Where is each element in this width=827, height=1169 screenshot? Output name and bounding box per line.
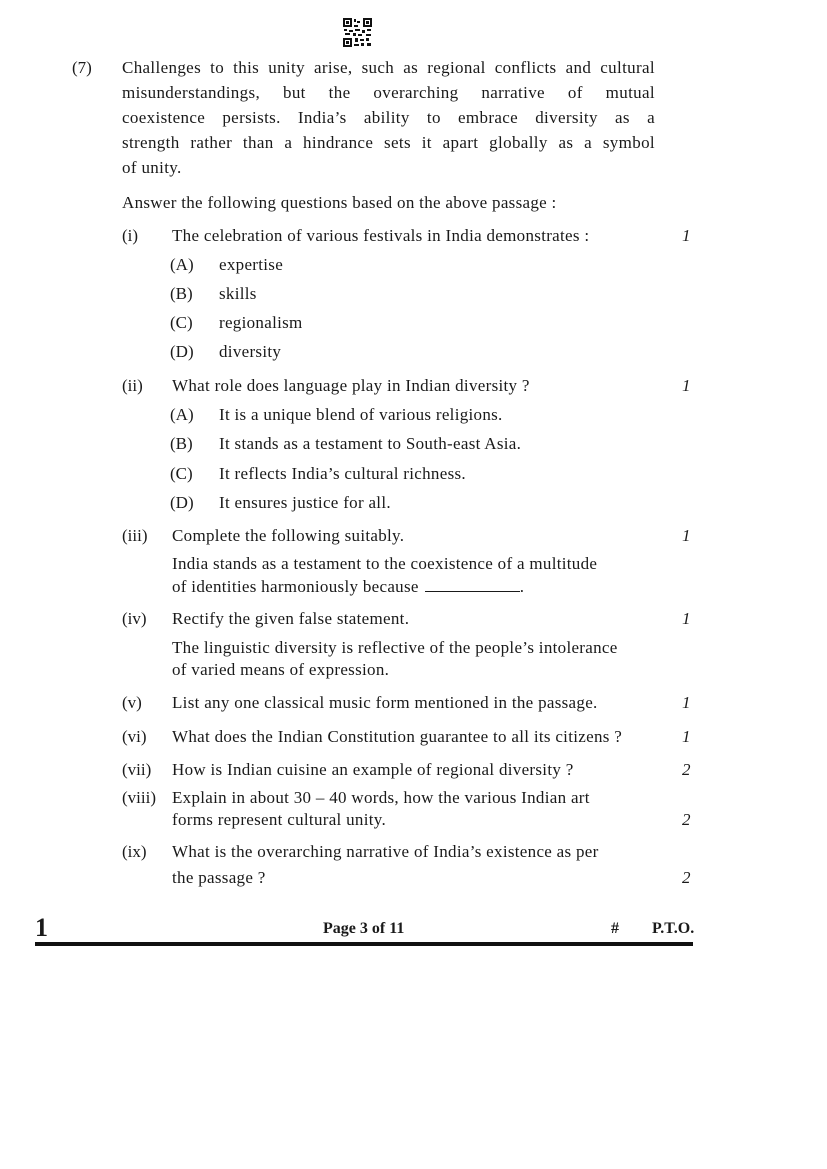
marks: 1 bbox=[682, 609, 691, 628]
question-number: (iv) bbox=[122, 609, 147, 628]
qr-code-icon bbox=[343, 18, 372, 47]
option-letter: (D) bbox=[170, 342, 194, 361]
option-letter: (A) bbox=[170, 405, 194, 424]
question-text: Explain in about 30 – 40 words, how the various Indian art bbox=[172, 788, 590, 807]
option-text: It ensures justice for all. bbox=[219, 493, 391, 512]
question-text: What role does language play in Indian diversity ? bbox=[172, 376, 530, 395]
passage-number: (7) bbox=[72, 58, 92, 77]
question-number: (i) bbox=[122, 226, 139, 245]
paper-code: 1 bbox=[35, 913, 48, 942]
marks: 2 bbox=[682, 760, 691, 779]
blank-end: . bbox=[519, 577, 525, 596]
option-text: diversity bbox=[219, 342, 282, 361]
question-text: What is the overarching narrative of India’s existence as per bbox=[172, 842, 599, 861]
hash-mark: # bbox=[611, 920, 619, 937]
marks: 1 bbox=[682, 226, 691, 245]
passage-line: coexistence persists. India’s ability to embrace diversity as a bbox=[122, 108, 655, 127]
question-text: India stands as a testament to the coexistence of a multitude bbox=[172, 554, 598, 573]
marks: 1 bbox=[682, 526, 691, 545]
passage-line: misunderstandings, but the overarching narrative of mutual bbox=[122, 83, 655, 102]
passage-line: strength rather than a hindrance sets it apart globally as a symbol bbox=[122, 133, 655, 152]
option-text: expertise bbox=[219, 255, 284, 274]
option-letter: (B) bbox=[170, 284, 193, 303]
option-letter: (C) bbox=[170, 313, 193, 332]
option-text: It reflects India’s cultural richness. bbox=[219, 464, 466, 483]
instruction: Answer the following questions based on the above passage : bbox=[122, 193, 557, 212]
option-letter: (A) bbox=[170, 255, 194, 274]
marks: 2 bbox=[682, 868, 691, 887]
marks: 1 bbox=[682, 727, 691, 746]
pto-label: P.T.O. bbox=[652, 920, 695, 937]
question-text: The celebration of various festivals in India demonstrates : bbox=[172, 226, 590, 245]
passage-line: of unity. bbox=[122, 158, 182, 177]
question-text: forms represent cultural unity. bbox=[172, 810, 387, 829]
question-number: (iii) bbox=[122, 526, 148, 545]
question-text: The linguistic diversity is reflective of the people’s intolerance bbox=[172, 638, 618, 657]
question-text: the passage ? bbox=[172, 868, 266, 887]
question-number: (vii) bbox=[122, 760, 152, 779]
option-letter: (D) bbox=[170, 493, 194, 512]
option-text: skills bbox=[219, 284, 257, 303]
question-text: List any one classical music form mentioned in the passage. bbox=[172, 693, 598, 712]
answer-blank bbox=[425, 577, 520, 592]
question-text: of identities harmoniously because . bbox=[172, 577, 525, 596]
marks: 1 bbox=[682, 376, 691, 395]
option-letter: (C) bbox=[170, 464, 193, 483]
question-number: (ii) bbox=[122, 376, 143, 395]
question-number: (v) bbox=[122, 693, 142, 712]
question-text: Complete the following suitably. bbox=[172, 526, 405, 545]
page-number: Page 3 of 11 bbox=[323, 920, 405, 937]
question-number: (viii) bbox=[122, 788, 156, 807]
marks: 1 bbox=[682, 693, 691, 712]
footer-rule bbox=[35, 942, 693, 946]
option-text: It stands as a testament to South-east Asia. bbox=[219, 434, 522, 453]
passage-line: Challenges to this unity arise, such as regional conflicts and cultural bbox=[122, 58, 655, 77]
question-number: (ix) bbox=[122, 842, 147, 861]
question-text: of varied means of expression. bbox=[172, 660, 390, 679]
option-text: regionalism bbox=[219, 313, 303, 332]
marks: 2 bbox=[682, 810, 691, 829]
question-text: What does the Indian Constitution guarantee to all its citizens ? bbox=[172, 727, 623, 746]
question-text: How is Indian cuisine an example of regional diversity ? bbox=[172, 760, 574, 779]
option-letter: (B) bbox=[170, 434, 193, 453]
question-number: (vi) bbox=[122, 727, 147, 746]
option-text: It is a unique blend of various religions. bbox=[219, 405, 503, 424]
question-text: Rectify the given false statement. bbox=[172, 609, 410, 628]
